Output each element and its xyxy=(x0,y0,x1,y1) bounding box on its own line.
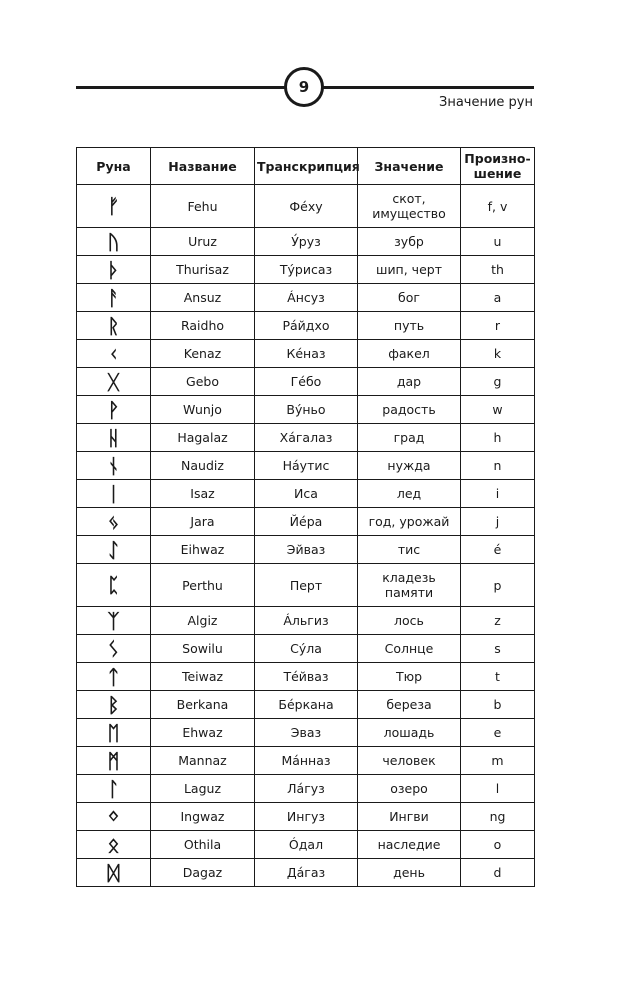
table-row xyxy=(77,803,535,831)
rune-name: Naudiz xyxy=(151,452,255,480)
rune-glyph: ᚷ xyxy=(77,368,151,396)
table-row xyxy=(77,663,535,691)
rune-transcription: Эйваз xyxy=(255,536,358,564)
rune-pronunciation: é xyxy=(461,536,535,564)
rune-glyph: ᛁ xyxy=(77,480,151,508)
rune-transcription: Сýла xyxy=(255,635,358,663)
rune-pronunciation: b xyxy=(461,691,535,719)
rune-glyph: ᛗ xyxy=(77,747,151,775)
rune-pronunciation: m xyxy=(461,747,535,775)
rune-name: Perthu xyxy=(151,564,255,607)
rune-transcription: Иса xyxy=(255,480,358,508)
rune-meaning: лед xyxy=(358,480,461,508)
table-row xyxy=(77,719,535,747)
rune-glyph: ᛒ xyxy=(77,691,151,719)
rune-pronunciation: a xyxy=(461,284,535,312)
table-row xyxy=(77,607,535,635)
rune-transcription: Тéйваз xyxy=(255,663,358,691)
rune-transcription: Áнсуз xyxy=(255,284,358,312)
rune-meaning: Тюр xyxy=(358,663,461,691)
table-header-row xyxy=(77,148,535,185)
rune-meaning: Ингви xyxy=(358,803,461,831)
rune-pronunciation: h xyxy=(461,424,535,452)
rune-name: Hagalaz xyxy=(151,424,255,452)
rune-glyph: ᛞ xyxy=(77,859,151,887)
rune-pronunciation: z xyxy=(461,607,535,635)
table-row xyxy=(77,480,535,508)
rune-meaning: зубр xyxy=(358,228,461,256)
running-title: Значение рун xyxy=(438,95,533,110)
rune-meaning: град xyxy=(358,424,461,452)
rune-name: Mannaz xyxy=(151,747,255,775)
header-name: Название xyxy=(151,148,255,185)
rune-meaning: радость xyxy=(358,396,461,424)
table-row xyxy=(77,452,535,480)
rune-name: Eihwaz xyxy=(151,536,255,564)
rune-meaning: Солнце xyxy=(358,635,461,663)
rune-name: Uruz xyxy=(151,228,255,256)
rune-pronunciation: n xyxy=(461,452,535,480)
table-row xyxy=(77,831,535,859)
table-row xyxy=(77,396,535,424)
table-row xyxy=(77,340,535,368)
table-row xyxy=(77,747,535,775)
table-row xyxy=(77,536,535,564)
rune-glyph: ᚺ xyxy=(77,424,151,452)
rune-glyph: ᛊ xyxy=(77,635,151,663)
rune-pronunciation: i xyxy=(461,480,535,508)
rune-glyph: ᛉ xyxy=(77,607,151,635)
rune-glyph: ᚹ xyxy=(77,396,151,424)
rune-transcription: Хáгалаз xyxy=(255,424,358,452)
rune-meaning: озеро xyxy=(358,775,461,803)
rune-transcription: Йéра xyxy=(255,508,358,536)
rune-meaning: лось xyxy=(358,607,461,635)
rune-name: Othila xyxy=(151,831,255,859)
rune-meaning: человек xyxy=(358,747,461,775)
rune-pronunciation: d xyxy=(461,859,535,887)
rune-glyph: ᛟ xyxy=(77,831,151,859)
rune-name: Algiz xyxy=(151,607,255,635)
rune-meaning: береза xyxy=(358,691,461,719)
rune-pronunciation: w xyxy=(461,396,535,424)
table-row xyxy=(77,564,535,607)
rune-name: Berkana xyxy=(151,691,255,719)
rune-transcription: У́руз xyxy=(255,228,358,256)
rune-meaning: наследие xyxy=(358,831,461,859)
rune-pronunciation: f, v xyxy=(461,185,535,228)
rune-glyph: ᚲ xyxy=(77,340,151,368)
rune-pronunciation: th xyxy=(461,256,535,284)
rune-glyph: ᛇ xyxy=(77,536,151,564)
rune-transcription: Гéбо xyxy=(255,368,358,396)
rune-pronunciation: p xyxy=(461,564,535,607)
rune-pronunciation: j xyxy=(461,508,535,536)
rune-pronunciation: o xyxy=(461,831,535,859)
table-row xyxy=(77,508,535,536)
rune-glyph: ᚨ xyxy=(77,284,151,312)
rune-transcription: Вýньо xyxy=(255,396,358,424)
rune-glyph: ᚢ xyxy=(77,228,151,256)
table-row xyxy=(77,635,535,663)
rune-pronunciation: e xyxy=(461,719,535,747)
rune-glyph: ᛖ xyxy=(77,719,151,747)
runes-table xyxy=(76,147,535,887)
rune-transcription: Перт xyxy=(255,564,358,607)
table-row xyxy=(77,368,535,396)
rune-name: Fehu xyxy=(151,185,255,228)
table-row xyxy=(77,775,535,803)
rune-name: Ingwaz xyxy=(151,803,255,831)
rune-glyph: ᛈ xyxy=(77,564,151,607)
rune-transcription: Óдал xyxy=(255,831,358,859)
rune-transcription: Áльгиз xyxy=(255,607,358,635)
rune-name: Gebo xyxy=(151,368,255,396)
rune-pronunciation: l xyxy=(461,775,535,803)
rune-pronunciation: t xyxy=(461,663,535,691)
rune-name: Teiwaz xyxy=(151,663,255,691)
page-number: 9 xyxy=(284,67,324,107)
rune-transcription: Эваз xyxy=(255,719,358,747)
table-row xyxy=(77,859,535,887)
rune-glyph: ᛃ xyxy=(77,508,151,536)
rune-name: Raidho xyxy=(151,312,255,340)
rune-meaning: путь xyxy=(358,312,461,340)
rune-transcription: Рáйдхо xyxy=(255,312,358,340)
table-row xyxy=(77,691,535,719)
rune-name: Laguz xyxy=(151,775,255,803)
rune-transcription: Кéназ xyxy=(255,340,358,368)
rune-name: Jara xyxy=(151,508,255,536)
rune-name: Wunjo xyxy=(151,396,255,424)
header-pronunciation: Произно- шение xyxy=(461,148,535,185)
rune-glyph: ᛏ xyxy=(77,663,151,691)
table-row xyxy=(77,256,535,284)
rune-meaning: шип, черт xyxy=(358,256,461,284)
rune-glyph: ᛚ xyxy=(77,775,151,803)
rune-meaning: кладезь памяти xyxy=(358,564,461,607)
rune-transcription: Тýрисаз xyxy=(255,256,358,284)
rune-name: Thurisaz xyxy=(151,256,255,284)
rune-transcription: Фéху xyxy=(255,185,358,228)
rune-name: Dagaz xyxy=(151,859,255,887)
rune-meaning: тис xyxy=(358,536,461,564)
rune-pronunciation: u xyxy=(461,228,535,256)
rune-meaning: год, урожай xyxy=(358,508,461,536)
rune-pronunciation: r xyxy=(461,312,535,340)
rune-meaning: день xyxy=(358,859,461,887)
rune-meaning: лошадь xyxy=(358,719,461,747)
rune-meaning: скот, имущество xyxy=(358,185,461,228)
rune-name: Sowilu xyxy=(151,635,255,663)
rune-transcription: Дáгаз xyxy=(255,859,358,887)
rune-meaning: бог xyxy=(358,284,461,312)
rune-glyph: ᚦ xyxy=(77,256,151,284)
rune-pronunciation: s xyxy=(461,635,535,663)
rune-meaning: нужда xyxy=(358,452,461,480)
rune-transcription: Ингуз xyxy=(255,803,358,831)
rune-meaning: дар xyxy=(358,368,461,396)
header-rune: Руна xyxy=(77,148,151,185)
rune-pronunciation: ng xyxy=(461,803,535,831)
rune-glyph: ᛜ xyxy=(77,803,151,831)
rune-glyph: ᚠ xyxy=(77,185,151,228)
table-body xyxy=(77,185,535,887)
rune-name: Ehwaz xyxy=(151,719,255,747)
rune-glyph: ᚱ xyxy=(77,312,151,340)
rune-name: Kenaz xyxy=(151,340,255,368)
rune-transcription: Бéркана xyxy=(255,691,358,719)
header-transcription: Транскрипция xyxy=(255,148,358,185)
rune-transcription: Лáгуз xyxy=(255,775,358,803)
rune-meaning: факел xyxy=(358,340,461,368)
rune-pronunciation: g xyxy=(461,368,535,396)
table-row xyxy=(77,284,535,312)
table-row xyxy=(77,185,535,228)
rune-name: Isaz xyxy=(151,480,255,508)
rune-glyph: ᚾ xyxy=(77,452,151,480)
table-row xyxy=(77,228,535,256)
rune-name: Ansuz xyxy=(151,284,255,312)
rune-transcription: Нáутис xyxy=(255,452,358,480)
header-meaning: Значение xyxy=(358,148,461,185)
table-row xyxy=(77,424,535,452)
rune-pronunciation: k xyxy=(461,340,535,368)
rune-transcription: Мáнназ xyxy=(255,747,358,775)
table-row xyxy=(77,312,535,340)
